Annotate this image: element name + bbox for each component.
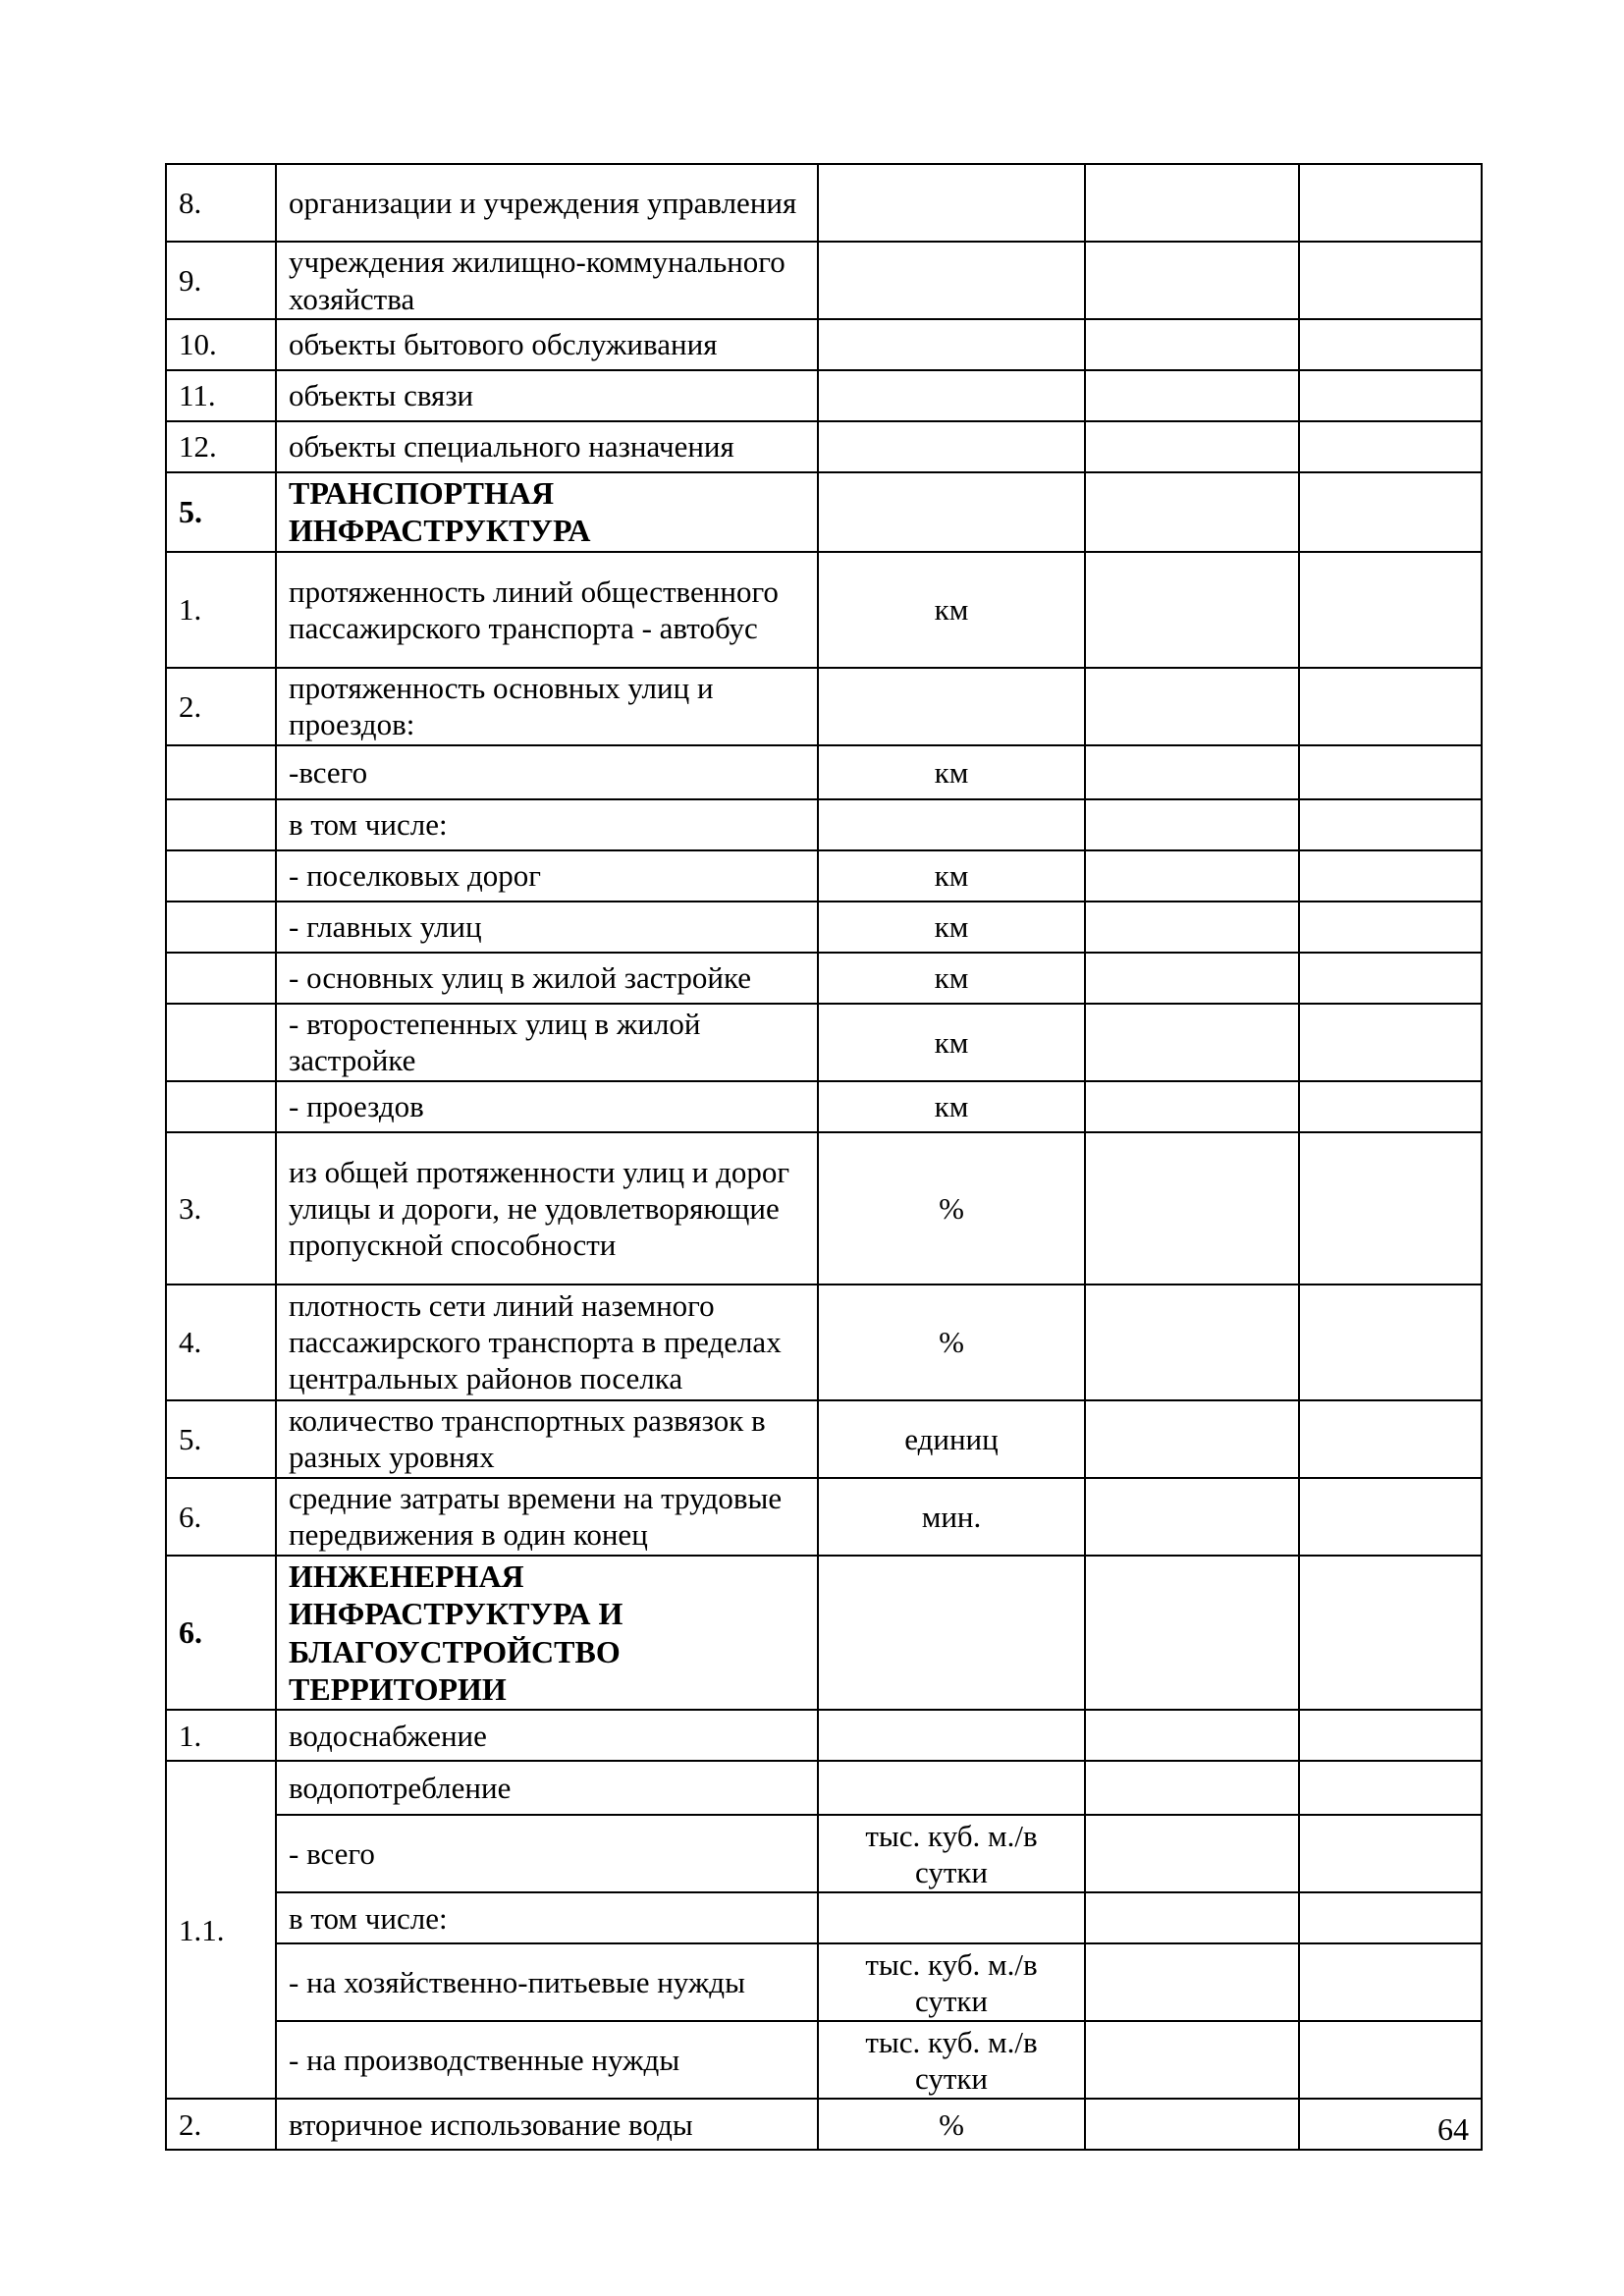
value-cell (1299, 850, 1482, 902)
value-cell (1299, 1400, 1482, 1478)
unit-cell: % (818, 2099, 1085, 2150)
value-cell (1085, 799, 1299, 850)
row-number: 2. (166, 668, 276, 745)
unit-cell (818, 799, 1085, 850)
row-number: 2. (166, 2099, 276, 2150)
value-cell (1299, 902, 1482, 953)
table-row (166, 242, 1482, 319)
unit-cell: км (818, 1081, 1085, 1132)
unit-cell (818, 1710, 1085, 1761)
value-cell (1085, 2099, 1299, 2150)
section-header-row (166, 472, 1482, 552)
value-cell (1299, 164, 1482, 242)
value-cell (1299, 1285, 1482, 1400)
row-number: 9. (166, 242, 276, 319)
section-number: 5. (166, 472, 276, 552)
indicator-name: в том числе: (276, 1892, 818, 1943)
unit-cell (818, 370, 1085, 421)
table-row (166, 668, 1482, 745)
table-row (166, 953, 1482, 1004)
unit-cell: км (818, 552, 1085, 668)
unit-cell (818, 164, 1085, 242)
table-row (166, 2099, 1482, 2150)
row-number (166, 850, 276, 902)
value-cell (1085, 902, 1299, 953)
table-row (166, 902, 1482, 953)
indicator-name: количество транспортных развязок в разных уровнях (276, 1400, 818, 1478)
value-cell (1085, 1815, 1299, 1892)
value-cell (1299, 370, 1482, 421)
value-cell (1085, 1004, 1299, 1081)
row-number: 1.1. (166, 1761, 276, 2099)
unit-cell (818, 1556, 1085, 1711)
value-cell (1085, 319, 1299, 370)
indicator-name: водопотребление (276, 1761, 818, 1815)
indicator-name: - главных улиц (276, 902, 818, 953)
value-cell (1085, 552, 1299, 668)
value-cell (1085, 1761, 1299, 1815)
table-row (166, 1081, 1482, 1132)
value-cell (1085, 1556, 1299, 1711)
table-row (166, 799, 1482, 850)
row-number: 1. (166, 552, 276, 668)
section-header-row (166, 1556, 1482, 1711)
unit-cell: км (818, 1004, 1085, 1081)
value-cell (1085, 850, 1299, 902)
value-cell (1299, 1132, 1482, 1285)
value-cell (1085, 164, 1299, 242)
indicator-name: средние затраты времени на трудовые передвижения в один конец (276, 1478, 818, 1556)
indicator-name: объекты специального назначения (276, 421, 818, 472)
unit-cell (818, 472, 1085, 552)
value-cell (1085, 1892, 1299, 1943)
unit-cell (818, 668, 1085, 745)
value-cell (1299, 552, 1482, 668)
indicators-table (165, 163, 1483, 2151)
indicator-name: объекты связи (276, 370, 818, 421)
value-cell (1085, 1478, 1299, 1556)
table-row (166, 2021, 1482, 2099)
unit-cell: мин. (818, 1478, 1085, 1556)
unit-cell: единиц (818, 1400, 1085, 1478)
value-cell (1085, 1943, 1299, 2021)
unit-cell: тыс. куб. м./в сутки (818, 1943, 1085, 2021)
table-row (166, 164, 1482, 242)
table-row (166, 1132, 1482, 1285)
page-number: 64 (1437, 2111, 1469, 2147)
value-cell (1085, 370, 1299, 421)
indicator-name: плотность сети линий наземного пассажирского транспорта в пределах центральных районов поселка (276, 1285, 818, 1400)
value-cell (1085, 472, 1299, 552)
value-cell (1085, 745, 1299, 799)
unit-cell (818, 1892, 1085, 1943)
value-cell (1299, 1004, 1482, 1081)
value-cell (1085, 2021, 1299, 2099)
section-title: ИНЖЕНЕРНАЯ ИНФРАСТРУКТУРА И БЛАГОУСТРОЙСТВО ТЕРРИТОРИИ (276, 1556, 818, 1711)
unit-cell: тыс. куб. м./в сутки (818, 2021, 1085, 2099)
indicator-name: вторичное использование воды (276, 2099, 818, 2150)
indicator-name: объекты бытового обслуживания (276, 319, 818, 370)
table-row (166, 1400, 1482, 1478)
row-number: 8. (166, 164, 276, 242)
row-number (166, 745, 276, 799)
unit-cell: км (818, 902, 1085, 953)
row-number (166, 799, 276, 850)
row-number: 10. (166, 319, 276, 370)
unit-cell (818, 242, 1085, 319)
table-row (166, 1815, 1482, 1892)
value-cell (1299, 242, 1482, 319)
table-row (166, 850, 1482, 902)
row-number: 11. (166, 370, 276, 421)
unit-cell (818, 319, 1085, 370)
table-row (166, 552, 1482, 668)
value-cell (1085, 1285, 1299, 1400)
indicator-name: учреждения жилищно-коммунального хозяйства (276, 242, 818, 319)
indicator-name: -всего (276, 745, 818, 799)
unit-cell: % (818, 1285, 1085, 1400)
unit-cell: км (818, 953, 1085, 1004)
indicator-name: - проездов (276, 1081, 818, 1132)
row-number (166, 902, 276, 953)
row-number (166, 953, 276, 1004)
unit-cell: км (818, 745, 1085, 799)
indicator-name: в том числе: (276, 799, 818, 850)
value-cell (1299, 668, 1482, 745)
value-cell (1085, 668, 1299, 745)
table-row (166, 1761, 1482, 1815)
value-cell (1299, 1556, 1482, 1711)
indicator-name: из общей протяженности улиц и дорог улицы и дороги, не удовлетворяющие пропускной способности (276, 1132, 818, 1285)
value-cell (1085, 1710, 1299, 1761)
value-cell (1085, 421, 1299, 472)
indicator-name: протяженность основных улиц и проездов: (276, 668, 818, 745)
indicator-name: - поселковых дорог (276, 850, 818, 902)
table-row (166, 1710, 1482, 1761)
indicator-name: - второстепенных улиц в жилой застройке (276, 1004, 818, 1081)
indicator-name: - основных улиц в жилой застройке (276, 953, 818, 1004)
table-row (166, 1004, 1482, 1081)
value-cell (1299, 319, 1482, 370)
table-row (166, 1892, 1482, 1943)
table-row (166, 319, 1482, 370)
row-number (166, 1081, 276, 1132)
value-cell (1299, 1081, 1482, 1132)
unit-cell (818, 1761, 1085, 1815)
value-cell (1085, 1132, 1299, 1285)
value-cell (1085, 1400, 1299, 1478)
unit-cell (818, 421, 1085, 472)
value-cell (1299, 2021, 1482, 2099)
value-cell (1299, 1761, 1482, 1815)
table-row (166, 1478, 1482, 1556)
value-cell (1299, 1892, 1482, 1943)
indicator-name: - на производственные нужды (276, 2021, 818, 2099)
unit-cell: км (818, 850, 1085, 902)
row-number (166, 1004, 276, 1081)
row-number: 3. (166, 1132, 276, 1285)
value-cell (1085, 1081, 1299, 1132)
value-cell (1085, 953, 1299, 1004)
value-cell (1299, 472, 1482, 552)
row-number: 12. (166, 421, 276, 472)
value-cell (1299, 1478, 1482, 1556)
value-cell (1085, 242, 1299, 319)
section-title: ТРАНСПОРТНАЯ ИНФРАСТРУКТУРА (276, 472, 818, 552)
value-cell (1299, 745, 1482, 799)
table-row (166, 1943, 1482, 2021)
value-cell (1299, 799, 1482, 850)
value-cell (1299, 421, 1482, 472)
section-number: 6. (166, 1556, 276, 1711)
row-number: 1. (166, 1710, 276, 1761)
unit-cell: % (818, 1132, 1085, 1285)
unit-cell: тыс. куб. м./в сутки (818, 1815, 1085, 1892)
row-number: 4. (166, 1285, 276, 1400)
row-number: 6. (166, 1478, 276, 1556)
table-row (166, 421, 1482, 472)
indicator-name: - на хозяйственно-питьевые нужды (276, 1943, 818, 2021)
row-number: 5. (166, 1400, 276, 1478)
value-cell (1299, 1815, 1482, 1892)
table-row (166, 745, 1482, 799)
indicator-name: протяженность линий общественного пассажирского транспорта - автобус (276, 552, 818, 668)
value-cell (1299, 1710, 1482, 1761)
table-row (166, 370, 1482, 421)
table-row (166, 1285, 1482, 1400)
indicator-name: организации и учреждения управления (276, 164, 818, 242)
value-cell (1299, 953, 1482, 1004)
value-cell (1299, 1943, 1482, 2021)
indicator-name: водоснабжение (276, 1710, 818, 1761)
indicator-name: - всего (276, 1815, 818, 1892)
